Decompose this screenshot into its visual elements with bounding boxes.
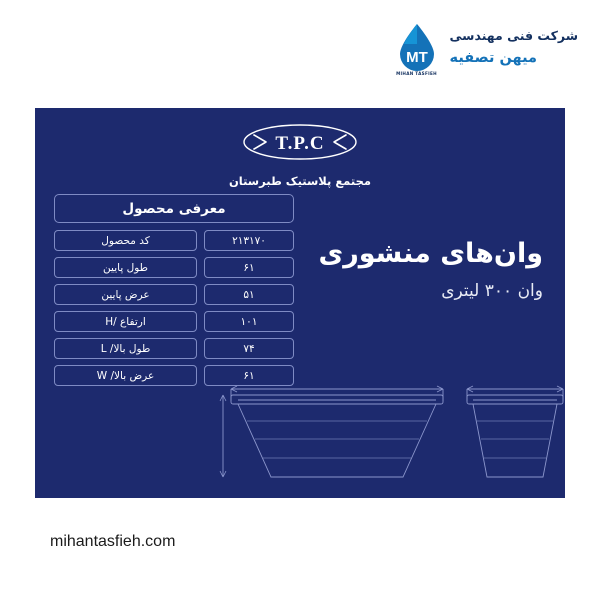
brand-header: [394, 22, 578, 74]
spec-value: ۶۱: [204, 365, 294, 386]
spec-label: عرض بالا/ W: [54, 365, 197, 386]
product-title-block: [293, 238, 543, 301]
website-url[interactable]: mihantasfieh.com: [50, 533, 176, 550]
page-title: وان‌های منشوری: [318, 238, 543, 269]
table-row: [54, 338, 294, 359]
spec-value: ۲۱۳۱۷۰: [204, 230, 294, 251]
spec-table-header: [54, 194, 294, 223]
tpc-logo: [240, 122, 360, 166]
spec-table: [54, 194, 294, 392]
table-row: [54, 230, 294, 251]
spec-label: طول پایین: [54, 257, 197, 278]
product-panel: [35, 108, 565, 498]
mihan-tasfieh-logo: [394, 22, 440, 74]
page-subtitle: وان ۳۰۰ لیتری: [441, 281, 543, 301]
spec-label: عرض پایین: [54, 284, 197, 305]
company-name: میهن تصفیه: [449, 49, 537, 66]
table-row: [54, 257, 294, 278]
table-row: [54, 284, 294, 305]
spec-label: ارتفاع /H: [54, 311, 197, 332]
tpc-logo-icon: [240, 122, 360, 162]
spec-value: ۵۱: [204, 284, 294, 305]
company-tagline: شرکت فنی مهندسی: [449, 27, 578, 43]
spec-value: ۶۱: [204, 257, 294, 278]
technical-drawings: [35, 381, 565, 486]
side-view-drawing: [220, 386, 443, 477]
spec-value: ۱۰۱: [204, 311, 294, 332]
brand-text-block: [450, 28, 578, 68]
tpc-brand-block: [35, 122, 565, 188]
logo-caption: MIHAN TASFIEH: [396, 71, 437, 76]
svg-text:T.P.C: T.P.C: [275, 133, 325, 154]
spec-label: کد محصول: [54, 230, 197, 251]
spec-label: طول بالا/ L: [54, 338, 197, 359]
table-row: [54, 311, 294, 332]
tpc-subtitle: مجتمع پلاستیک طبرستان: [228, 174, 371, 188]
front-view-drawing: [467, 386, 563, 477]
spec-table-header-label: معرفی محصول: [122, 200, 226, 217]
spec-value: ۷۴: [204, 338, 294, 359]
svg-text:MT: MT: [405, 49, 428, 66]
water-drop-icon: [394, 22, 440, 74]
